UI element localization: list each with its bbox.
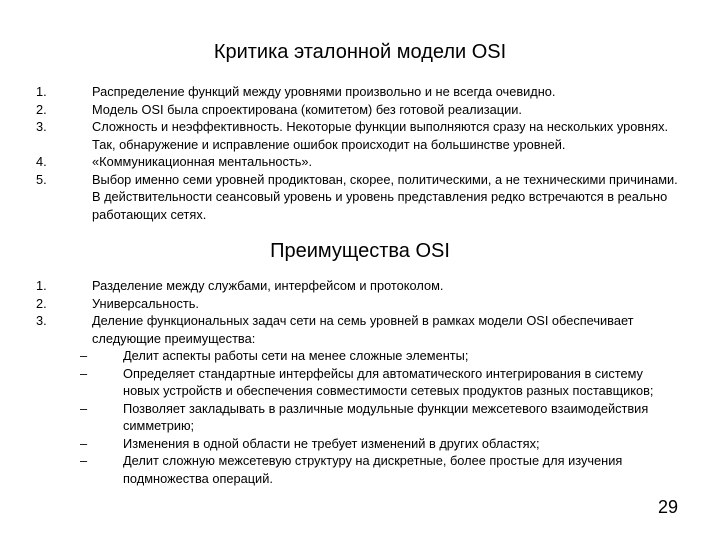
list-item [0,101,684,119]
dash-bullet: – [80,348,88,363]
list-item [0,118,684,153]
item-number: 1. [36,84,47,99]
sub-list-item [0,435,683,453]
dash-bullet: – [80,435,88,451]
item-number: 2. [36,101,47,117]
dash-bullet: – [80,365,88,381]
sub-list-container [0,347,720,487]
sub-list-item [0,365,683,400]
item-number: 1. [36,278,47,293]
sub-item-text: Определяет стандартные интерфейсы для автоматического интегрирования в систему новых устройств и обеспечения совместимости сетевых продуктов разных поставщиков; [123,365,654,398]
sub-item-text: Делит аспекты работы сети на менее сложные элементы; [123,348,469,363]
page-number: 29 [657,497,678,517]
sub-advantages-list [0,347,720,487]
advantages-title: Преимущества OSI [270,240,450,262]
item-text: Деление функциональных задач сети на семь уровней в рамках модели OSI обеспечивает следующие преимущества: [92,313,634,346]
item-text: «Коммуникационная ментальность». [92,154,313,169]
item-text: Универсальность. [92,295,199,311]
sub-item-text: Делит сложную межсетевую структуру на дискретные, более простые для изучения подмножества операций. [123,453,623,486]
critique-list [0,83,720,223]
item-text: Сложность и неэффективность. Некоторые функции выполняются сразу на нескольких уровнях. Так, обнаружение и исправление ошибок происходит на большинстве уровней. [92,119,669,152]
list-item [0,312,684,347]
item-text: Разделение между службами, интерфейсом и протоколом. [92,278,444,293]
list-item [0,153,684,171]
sub-list-item [0,400,683,435]
slide-title: Критика эталонной модели OSI [213,41,507,63]
item-number: 3. [36,119,47,134]
sub-item-text: Позволяет закладывать в различные модульные функции межсетевого взаимодействия симметрию; [123,400,649,433]
item-number: 2. [36,295,47,311]
list-item [0,295,684,313]
item-text: Выбор именно семи уровней продиктован, скорее, политическими, а не техническими причинами. В действительности сеансовый уровень и уровень представления редко встречаются в реально работающих сетях. [92,171,678,222]
dash-bullet: – [80,400,88,416]
list-item [0,277,684,295]
item-number: 5. [36,171,47,187]
list-item [0,83,684,101]
dash-bullet: – [80,453,88,468]
list-item [0,171,684,224]
item-text: Модель OSI была спроектирована (комитетом) без готовой реализации. [92,101,522,117]
sub-list-item [0,347,683,365]
sub-item-text: Изменения в одной области не требует изменений в других областях; [123,435,540,451]
item-number: 4. [36,154,47,169]
item-text: Распределение функций между уровнями произвольно и не всегда очевидно. [92,84,556,99]
advantages-list [0,277,720,487]
item-number: 3. [36,313,47,328]
sub-list-item [0,452,683,487]
